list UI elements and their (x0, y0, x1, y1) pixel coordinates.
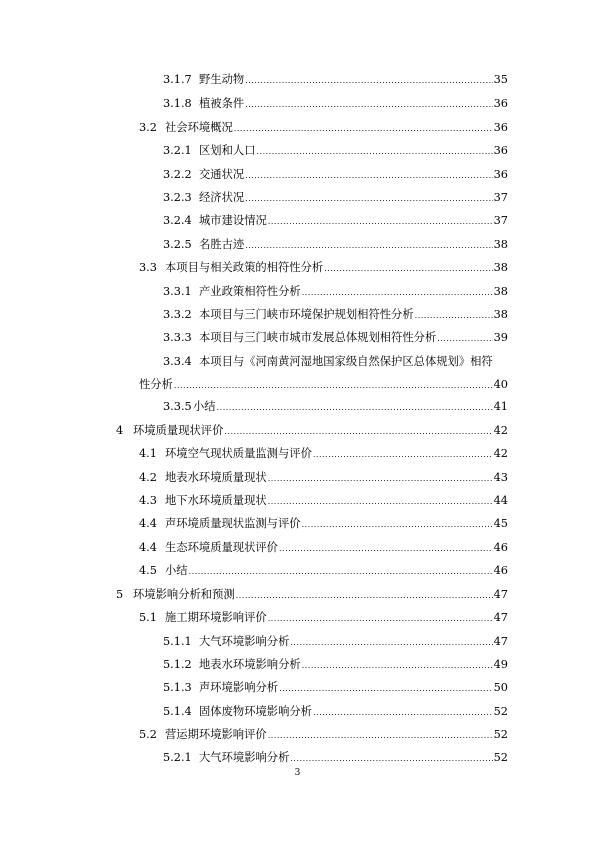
toc-entry-number: 4.1 (139, 447, 157, 460)
toc-entry[interactable] (163, 285, 508, 299)
toc-entry-number: 4.5 (139, 564, 157, 577)
toc-entry-page: 47 (493, 635, 508, 648)
toc-leader-dots (174, 381, 493, 392)
toc-leader-dots (234, 124, 493, 135)
toc-entry-number: 3.3.2 (163, 308, 192, 321)
toc-leader-dots (302, 661, 493, 672)
toc-entry[interactable] (139, 541, 508, 555)
toc-entry-title: 区划和人口 (199, 144, 256, 157)
toc-entry[interactable] (163, 658, 508, 672)
toc-entry-title: 固体废物环境影响分析 (199, 705, 312, 718)
toc-entry-title: 社会环境概况 (165, 121, 233, 134)
toc-entry-page: 42 (493, 424, 508, 437)
toc-entry-title: 大气环境影响分析 (199, 635, 290, 648)
toc-entry-number: 3.3.1 (163, 285, 192, 298)
toc-entry-number: 3.2.4 (163, 214, 192, 227)
toc-leader-dots (268, 217, 493, 228)
toc-entry-page: 35 (493, 73, 508, 86)
toc-entry-number: 3.1.7 (163, 73, 192, 86)
toc-entry-title: 生态环境质量现状评价 (165, 541, 278, 554)
toc-entry-number: 3.2.3 (163, 191, 192, 204)
toc-leader-dots (290, 638, 492, 649)
toc-entry[interactable] (163, 681, 508, 695)
toc-entry-number: 5.1.4 (163, 705, 192, 718)
toc-entry-title: 环境质量现状评价 (133, 424, 224, 437)
toc-entry-title: 名胜古迹 (199, 238, 245, 251)
toc-entry-page: 52 (493, 705, 508, 718)
toc-entry-number: 3.3.4 (163, 355, 192, 368)
toc-entry-title: 地表水环境质量现状 (165, 471, 267, 484)
toc-entry-page: 37 (493, 214, 508, 227)
toc-entry-page: 49 (493, 658, 508, 671)
toc-entry[interactable] (139, 378, 508, 392)
toc-entry-title: 声环境质量现状监测与评价 (165, 517, 301, 530)
toc-entry-number: 5.1 (139, 611, 157, 624)
toc-entry-title: 植被条件 (199, 97, 245, 110)
toc-leader-dots (313, 450, 493, 461)
toc-entry[interactable] (139, 447, 508, 461)
toc-entry-title: 经济状况 (199, 191, 245, 204)
toc-entry[interactable] (163, 97, 508, 111)
toc-entry[interactable] (163, 144, 508, 158)
toc-leader-dots (268, 474, 493, 485)
toc-entry-page: 42 (493, 447, 508, 460)
toc-entry-page: 38 (493, 261, 508, 274)
toc-entry-title: 交通状况 (199, 168, 245, 181)
toc-leader-dots (313, 708, 493, 719)
toc-leader-dots (245, 76, 492, 87)
toc-leader-dots (290, 754, 492, 765)
toc-entry-page: 43 (493, 471, 508, 484)
toc-entry-number: 5.2.1 (163, 751, 192, 764)
toc-entry[interactable] (139, 564, 508, 578)
toc-entry-page: 52 (493, 751, 508, 764)
toc-leader-dots (189, 567, 493, 578)
toc-leader-dots (268, 497, 493, 508)
toc-leader-dots (217, 403, 493, 414)
toc-entry-number: 3.1.8 (163, 97, 192, 110)
toc-entry-page: 46 (493, 541, 508, 554)
toc-leader-dots (437, 334, 492, 345)
toc-entry[interactable] (163, 308, 508, 322)
toc-entry-title-continued: 性分析 (139, 378, 173, 391)
toc-leader-dots (245, 194, 492, 205)
toc-entry[interactable] (163, 400, 508, 414)
toc-entry[interactable] (139, 517, 508, 531)
toc-entry-title: 本项目与三门峡市环境保护规划相符性分析 (199, 308, 414, 321)
toc-entry-number: 5.1.2 (163, 658, 192, 671)
toc-entry[interactable] (163, 331, 508, 345)
toc-entry-number: 3.2.1 (163, 144, 192, 157)
toc-entry-page: 46 (493, 564, 508, 577)
toc-entry-title: 本项目与三门峡市城市发展总体规划相符性分析 (199, 331, 437, 344)
toc-entry[interactable] (163, 635, 508, 649)
toc-entry-page: 45 (493, 517, 508, 530)
toc-entry[interactable] (139, 494, 508, 508)
toc-entry-page: 38 (493, 308, 508, 321)
toc-leader-dots (236, 591, 493, 602)
toc-entry[interactable] (116, 588, 508, 602)
toc-entry[interactable] (163, 191, 508, 205)
toc-leader-dots (224, 427, 492, 438)
toc-entry-title: 声环境影响分析 (199, 681, 279, 694)
toc-entry-title: 环境影响分析和预测 (133, 588, 235, 601)
toc-leader-dots (279, 544, 493, 555)
toc-leader-dots (268, 731, 493, 742)
toc-entry-number: 3.2.2 (163, 168, 192, 181)
toc-entry-number: 3.3.5 (163, 400, 192, 413)
toc-leader-dots (245, 171, 492, 182)
toc-entry-title: 本项目与《河南黄河湿地国家级自然保护区总体规划》相符 (199, 355, 493, 368)
toc-entry-page: 36 (493, 144, 508, 157)
toc-entry-title: 施工期环境影响评价 (165, 611, 267, 624)
toc-leader-dots (245, 100, 492, 111)
toc-entry-page: 47 (493, 611, 508, 624)
toc-entry-title: 城市建设情况 (199, 214, 267, 227)
toc-entry-page: 50 (493, 681, 508, 694)
toc-entry-page: 39 (493, 331, 508, 344)
toc-entry[interactable] (139, 611, 508, 625)
toc-entry-page: 52 (493, 728, 508, 741)
toc-entry-title: 产业政策相符性分析 (199, 285, 301, 298)
page-number-footer: 3 (294, 768, 301, 778)
toc-entry-page: 36 (493, 97, 508, 110)
toc-entry-number: 5.1.1 (163, 635, 192, 648)
toc-entry-page: 44 (493, 494, 508, 507)
toc-entry-number: 4.4 (139, 541, 157, 554)
toc-entry-first-line[interactable] (163, 355, 493, 369)
toc-entry-title: 大气环境影响分析 (199, 751, 290, 764)
toc-entry-page: 37 (493, 191, 508, 204)
toc-entry[interactable] (163, 214, 508, 228)
toc-entry[interactable] (163, 238, 508, 252)
toc-entry-page: 47 (493, 588, 508, 601)
toc-leader-dots (279, 684, 493, 695)
toc-entry-page: 40 (493, 378, 508, 391)
toc-entry[interactable] (163, 705, 508, 719)
toc-entry-number: 3.3.3 (163, 331, 192, 344)
toc-entry-title: 环境空气现状质量监测与评价 (165, 447, 312, 460)
toc-entry-title: 地表水环境影响分析 (199, 658, 301, 671)
toc-entry-number: 3.2 (139, 121, 157, 134)
toc-entry-title: 小结 (193, 400, 216, 413)
toc-entry-number: 3.3 (139, 261, 157, 274)
toc-entry-title: 营运期环境影响评价 (165, 728, 267, 741)
toc-entry[interactable] (139, 728, 508, 742)
toc-entry-number: 4.3 (139, 494, 157, 507)
toc-entry[interactable] (139, 471, 508, 485)
toc-entry-number: 5.1.3 (163, 681, 192, 694)
toc-entry-page: 36 (493, 168, 508, 181)
toc-leader-dots (257, 147, 493, 158)
toc-entry[interactable] (163, 751, 508, 765)
toc-entry-title: 小结 (165, 564, 188, 577)
toc-leader-dots (302, 288, 493, 299)
toc-entry[interactable] (116, 424, 508, 438)
toc-leader-dots (245, 241, 492, 252)
toc-entry-number: 5 (116, 588, 124, 601)
toc-leader-dots (324, 264, 492, 275)
toc-entry-page: 38 (493, 285, 508, 298)
toc-leader-dots (302, 520, 493, 531)
toc-entry[interactable] (139, 261, 508, 275)
toc-entry-title: 地下水环境质量现状 (165, 494, 267, 507)
toc-entry-page: 41 (493, 400, 508, 413)
toc-leader-dots (268, 614, 493, 625)
toc-entry[interactable] (139, 121, 508, 135)
toc-leader-dots (415, 311, 493, 322)
toc-entry-number: 5.2 (139, 728, 157, 741)
toc-entry-page: 36 (493, 121, 508, 134)
toc-entry-title: 野生动物 (199, 73, 245, 86)
toc-entry-title: 本项目与相关政策的相符性分析 (165, 261, 324, 274)
toc-entry[interactable] (163, 168, 508, 182)
toc-entry[interactable] (163, 73, 508, 87)
toc-entry-number: 4.2 (139, 471, 157, 484)
toc-entry-number: 3.2.5 (163, 238, 192, 251)
toc-entry-page: 38 (493, 238, 508, 251)
toc-entry-number: 4 (116, 424, 124, 437)
toc-entry-number: 4.4 (139, 517, 157, 530)
